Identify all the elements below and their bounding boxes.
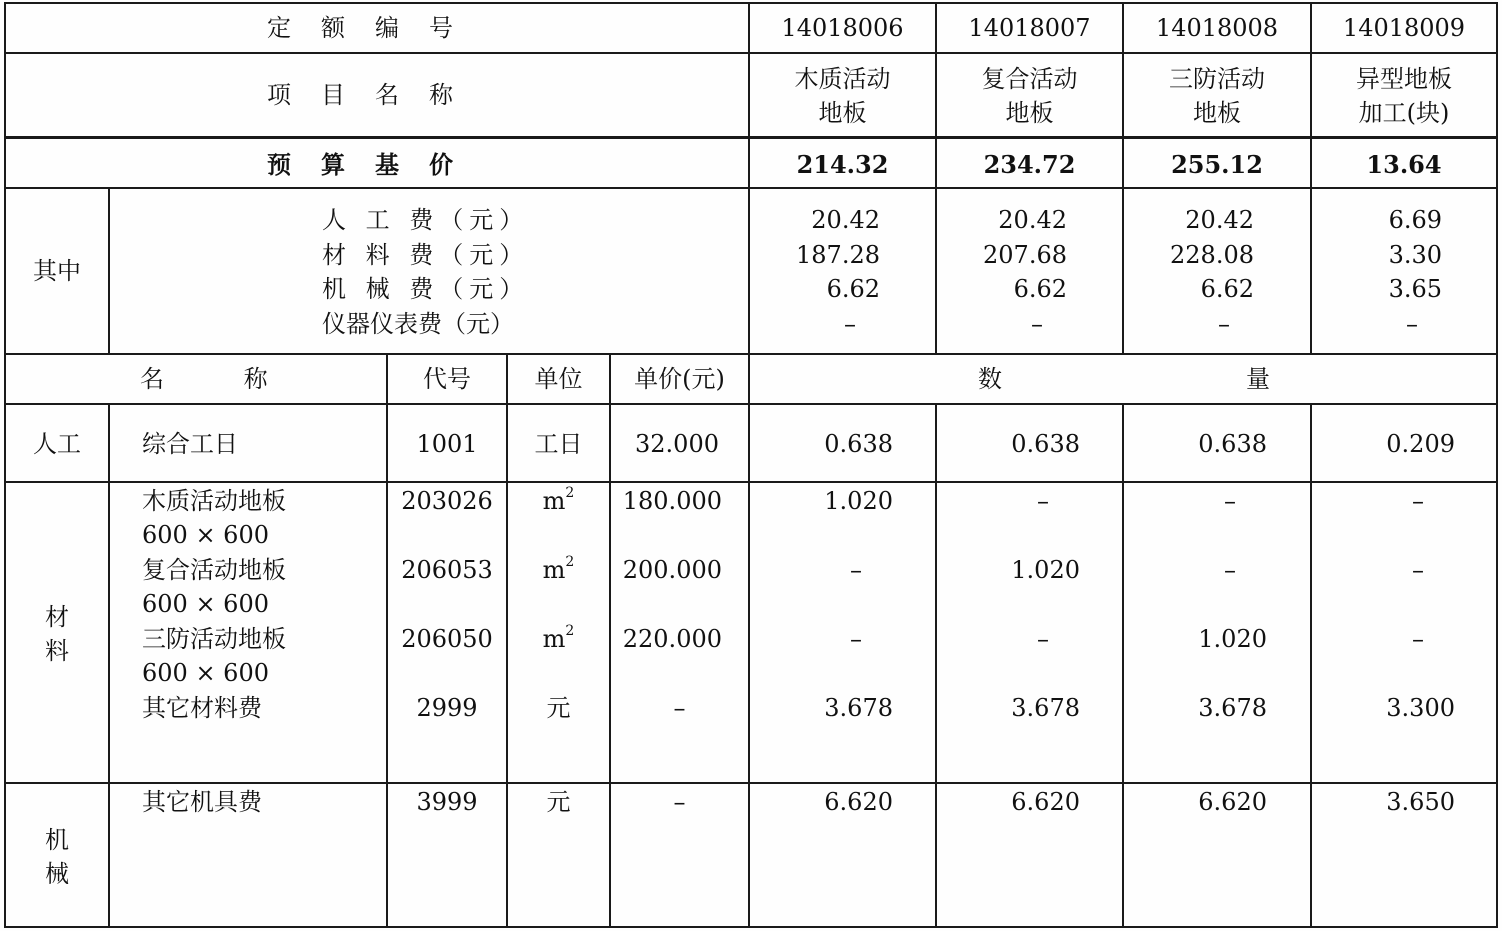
machine-item-qty-1: 6.620 xyxy=(824,788,893,816)
rule-after-material xyxy=(4,782,1498,784)
rule-after-category-lower xyxy=(108,403,110,928)
border-bottom xyxy=(4,926,1498,928)
breakdown-labor-4: 6.69 xyxy=(1388,206,1442,234)
item-name-label: 项目名称 xyxy=(267,81,483,109)
material-item-4-qty-2: 3.678 xyxy=(1011,694,1080,722)
material-item-3-qty-3: 1.020 xyxy=(1198,625,1267,653)
rule-after-base xyxy=(4,187,1498,189)
material-item-4-unit: 元 xyxy=(546,694,571,722)
material-item-1-price: 180.000 xyxy=(622,487,722,515)
machine-item-name: 其它机具费 xyxy=(142,788,262,816)
labor-item-unit: 工日 xyxy=(534,430,583,458)
breakdown-machine-3: 6.62 xyxy=(1200,275,1254,303)
item-name-4-line2: 加工(块) xyxy=(1358,99,1450,127)
labor-item-qty-3: 0.638 xyxy=(1198,430,1267,458)
breakdown-label-instrument: 仪器仪表费（元） xyxy=(322,310,514,338)
item-name-1-line1: 木质活动 xyxy=(794,65,891,93)
material-item-3-qty-1: – xyxy=(850,625,862,653)
border-left xyxy=(4,2,6,928)
rule-after-labor xyxy=(4,481,1498,483)
machine-item-unit: 元 xyxy=(546,788,571,816)
machine-item-qty-3: 6.620 xyxy=(1198,788,1267,816)
base-price-3: 255.12 xyxy=(1171,150,1263,179)
quota-code-4: 14018009 xyxy=(1342,14,1466,42)
base-price-4: 13.64 xyxy=(1366,150,1442,179)
rule-after-code xyxy=(4,52,1498,54)
section-labor-label: 人工 xyxy=(33,430,81,458)
breakdown-label-machine: 机 械 费（元） xyxy=(322,275,530,303)
material-item-2-name: 复合活动地板 xyxy=(142,556,286,584)
section-machine-label-1: 机 xyxy=(45,826,69,854)
base-price-2: 234.72 xyxy=(983,150,1076,179)
material-item-2-code: 206053 xyxy=(401,556,493,584)
material-item-1-name: 木质活动地板 xyxy=(142,487,286,515)
rule-after-breakdown xyxy=(4,353,1498,355)
material-item-2-price: 200.000 xyxy=(622,556,722,584)
breakdown-instrument-1: – xyxy=(844,310,856,338)
material-item-4-qty-1: 3.678 xyxy=(824,694,893,722)
item-name-2-line2: 地板 xyxy=(1005,99,1054,127)
material-item-3-qty-4: – xyxy=(1412,625,1424,653)
breakdown-material-1: 187.28 xyxy=(796,241,880,269)
rule-between-v1-v2-lower xyxy=(935,403,937,928)
breakdown-material-4: 3.30 xyxy=(1388,241,1442,269)
rule-after-category xyxy=(108,187,110,354)
labor-item-price: 32.000 xyxy=(635,430,719,458)
breakdown-labor-1: 20.42 xyxy=(811,206,880,234)
material-item-1-size: 600 × 600 xyxy=(142,521,269,549)
col-header-unit: 单位 xyxy=(534,365,583,393)
col-header-name: 名 称 xyxy=(140,365,304,393)
breakdown-instrument-4: – xyxy=(1406,310,1418,338)
breakdown-machine-4: 3.65 xyxy=(1388,275,1442,303)
material-item-4-name: 其它材料费 xyxy=(142,694,262,722)
base-price-label: 预算基价 xyxy=(267,150,483,179)
col-header-code: 代号 xyxy=(423,365,471,393)
breakdown-labor-2: 20.42 xyxy=(998,206,1067,234)
labor-item-code: 1001 xyxy=(416,430,478,458)
item-name-1-line2: 地板 xyxy=(818,99,867,127)
labor-item-qty-2: 0.638 xyxy=(1011,430,1080,458)
labor-item-name: 综合工日 xyxy=(142,430,238,458)
material-item-1-qty-2: – xyxy=(1037,487,1049,515)
labor-item-qty-1: 0.638 xyxy=(824,430,893,458)
col-header-quantity-2: 量 xyxy=(1246,365,1270,393)
material-item-3-price: 220.000 xyxy=(622,625,722,653)
material-item-3-size: 600 × 600 xyxy=(142,659,269,687)
material-item-1-qty-4: – xyxy=(1412,487,1424,515)
material-item-1-qty-1: 1.020 xyxy=(824,487,893,515)
material-item-4-price: – xyxy=(673,694,686,722)
section-material-label-1: 材 xyxy=(45,603,69,631)
breakdown-instrument-3: – xyxy=(1218,310,1230,338)
item-name-4-line1: 异型地板 xyxy=(1356,65,1452,93)
material-item-4-qty-3: 3.678 xyxy=(1198,694,1267,722)
border-top xyxy=(4,2,1498,4)
material-item-2-qty-3: – xyxy=(1224,556,1236,584)
item-name-3-line1: 三防活动 xyxy=(1169,65,1265,93)
material-item-3-name: 三防活动地板 xyxy=(142,625,286,653)
material-item-1-unit: $m^2$ xyxy=(542,485,575,515)
material-item-4-code: 2999 xyxy=(416,694,478,722)
material-item-4-qty-4: 3.300 xyxy=(1386,694,1455,722)
material-item-3-code: 206050 xyxy=(401,625,493,653)
quota-code-1: 14018006 xyxy=(781,14,904,42)
rule-between-v2-v3-lower xyxy=(1122,403,1124,928)
col-header-quantity-1: 数 xyxy=(978,365,1002,393)
material-item-3-qty-2: – xyxy=(1037,625,1049,653)
material-item-2-unit: $m^2$ xyxy=(542,554,575,584)
machine-item-price: – xyxy=(673,788,686,816)
base-price-1: 214.32 xyxy=(796,150,889,179)
rule-after-colheads xyxy=(4,403,1498,405)
breakdown-instrument-2: – xyxy=(1031,310,1043,338)
material-item-2-size: 600 × 600 xyxy=(142,590,269,618)
breakdown-labor-3: 20.42 xyxy=(1185,206,1254,234)
rule-after-name xyxy=(4,136,1498,139)
breakdown-group-label: 其中 xyxy=(33,257,81,285)
material-item-2-qty-1: – xyxy=(850,556,862,584)
machine-item-code: 3999 xyxy=(416,788,478,816)
breakdown-material-3: 228.08 xyxy=(1170,241,1254,269)
material-item-2-qty-4: – xyxy=(1412,556,1424,584)
breakdown-machine-1: 6.62 xyxy=(826,275,880,303)
material-item-1-qty-3: – xyxy=(1224,487,1236,515)
breakdown-material-2: 207.68 xyxy=(983,241,1067,269)
material-item-3-unit: $m^2$ xyxy=(542,623,575,653)
rule-between-v3-v4-lower xyxy=(1310,403,1312,928)
section-material-label-2: 料 xyxy=(45,637,69,665)
section-machine-label-2: 械 xyxy=(45,860,69,888)
machine-item-qty-2: 6.620 xyxy=(1011,788,1080,816)
item-name-3-line2: 地板 xyxy=(1193,99,1241,127)
labor-item-qty-4: 0.209 xyxy=(1386,430,1455,458)
quota-code-2: 14018007 xyxy=(968,14,1091,42)
breakdown-label-labor: 人 工 费（元） xyxy=(322,206,530,234)
breakdown-label-material: 材 料 费（元） xyxy=(322,241,530,269)
material-item-2-qty-2: 1.020 xyxy=(1011,556,1080,584)
item-name-2-line1: 复合活动 xyxy=(981,65,1078,93)
breakdown-machine-2: 6.62 xyxy=(1013,275,1067,303)
machine-item-qty-4: 3.650 xyxy=(1386,788,1455,816)
quota-code-3: 14018008 xyxy=(1155,14,1279,42)
material-item-1-code: 203026 xyxy=(401,487,493,515)
code-label: 定额编号 xyxy=(267,14,483,42)
col-header-unit-price: 单价(元) xyxy=(634,365,725,393)
border-right xyxy=(1496,2,1498,928)
